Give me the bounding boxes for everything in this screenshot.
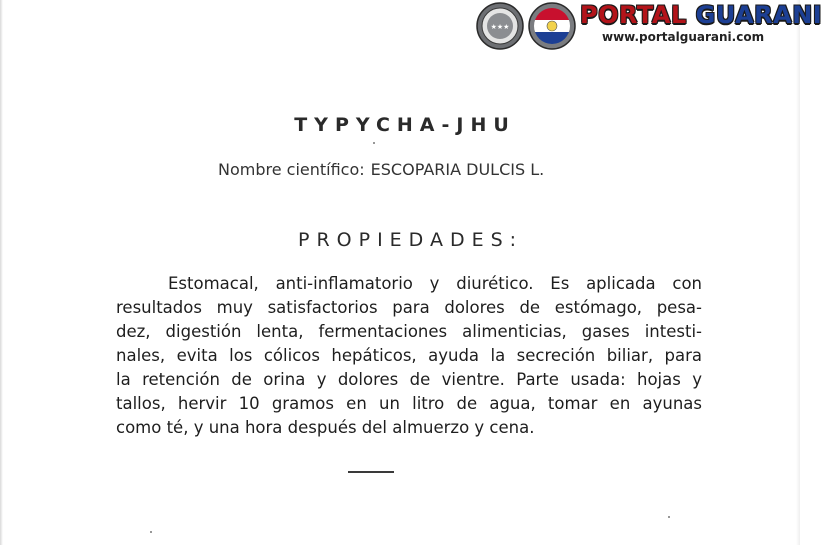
scan-speck <box>373 142 375 144</box>
section-heading: PROPIEDADES: <box>298 229 524 251</box>
portal-guarani-watermark[interactable] <box>474 0 822 52</box>
portal-guarani-url[interactable]: www.portalguarani.com <box>602 30 765 44</box>
scientific-name-line <box>218 160 544 179</box>
brand-part-2: GUARANI <box>695 1 822 29</box>
paragraph-line: Estomacal, anti-inflamatorio y diurético. Es aplicada con <box>168 274 702 293</box>
paragraph-line: dez, digestión lenta, fermentaciones alimenticias, gases intesti- <box>116 322 702 341</box>
svg-text:★★★: ★★★ <box>490 23 510 31</box>
scientific-name-value: ESCOPARIA DULCIS L. <box>370 160 545 179</box>
star-seal-icon <box>476 2 524 50</box>
right-edge-shadow <box>796 0 800 545</box>
scan-speck <box>668 516 670 518</box>
end-divider <box>348 471 394 473</box>
paragraph-line: como té, y una hora después del almuerzo y cena. <box>116 418 535 437</box>
page-title: TYPYCHA-JHU <box>294 114 516 136</box>
scan-speck <box>150 531 152 533</box>
scan-edge-shadow <box>0 0 3 545</box>
paragraph-line: la retención de orina y dolores de vientre. Parte usada: hojas y <box>116 370 702 389</box>
flag-seal-icon <box>528 2 576 50</box>
properties-paragraph <box>116 272 702 440</box>
paragraph-line: tallos, hervir 10 gramos en un litro de agua, tomar en ayunas <box>116 394 702 413</box>
scientific-name-label: Nombre científico: <box>218 160 365 179</box>
paragraph-line: resultados muy satisfactorios para dolores de estómago, pesa- <box>116 298 702 317</box>
brand-part-1: PORTAL <box>580 1 696 29</box>
paragraph-line: nales, evita los cólicos hepáticos, ayuda la secreción biliar, para <box>116 346 702 365</box>
portal-guarani-brand <box>580 1 822 29</box>
